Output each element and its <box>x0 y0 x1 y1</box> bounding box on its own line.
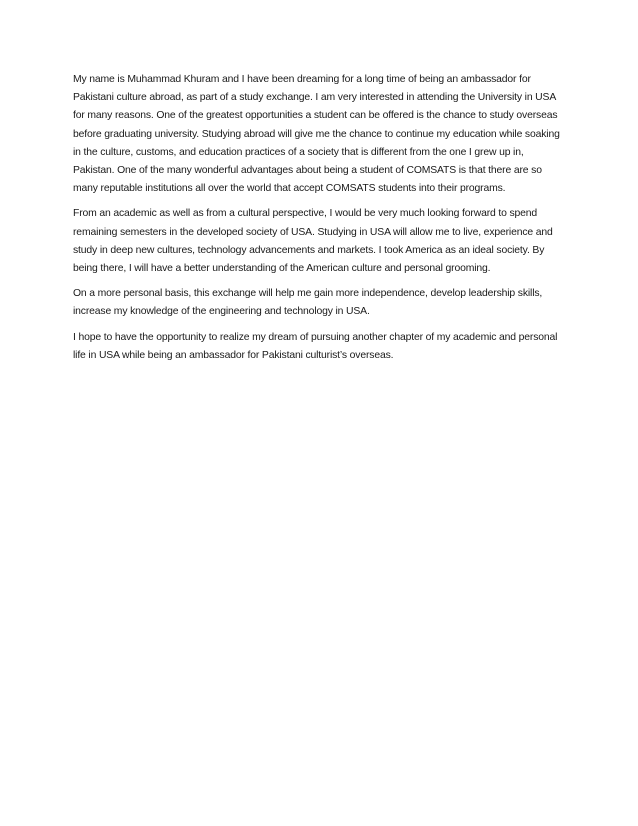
document-body <box>73 71 565 372</box>
paragraph-academic-cultural: From an academic as well as from a cultural perspective, I would be very much looking forward to spend remaining semesters in the developed society of USA. Studying in USA will allow me to live, experience and study in deep new cultures, technology advancements and markets. I took America as an ideal society. By being there, I will have a better understanding of the American culture and personal grooming. <box>73 208 553 275</box>
paragraph-personal-basis: On a more personal basis, this exchange will help me gain more independence, develop leadership skills, increase my knowledge of the engineering and technology in USA. <box>73 288 543 318</box>
paragraph-conclusion: I hope to have the opportunity to realize my dream of pursuing another chapter of my academic and personal life in USA while being an ambassador for Pakistani culturist’s overseas. <box>73 331 558 361</box>
paragraph-introduction: My name is Muhammad Khuram and I have been dreaming for a long time of being an ambassador for Pakistani culture abroad, as part of a study exchange. I am very interested in attending the University in USA for many reasons. One of the greatest opportunities a student can be offered is the chance to study overseas before graduating university. Studying abroad will give me the chance to continue my education while soaking in the culture, customs, and education practices of a society that is different from the one I grew up in, Pakistan. One of the many wonderful advantages about being a student of COMSATS is that there are so many reputable institutions all over the world that accept COMSATS students into their programs. <box>73 74 560 195</box>
